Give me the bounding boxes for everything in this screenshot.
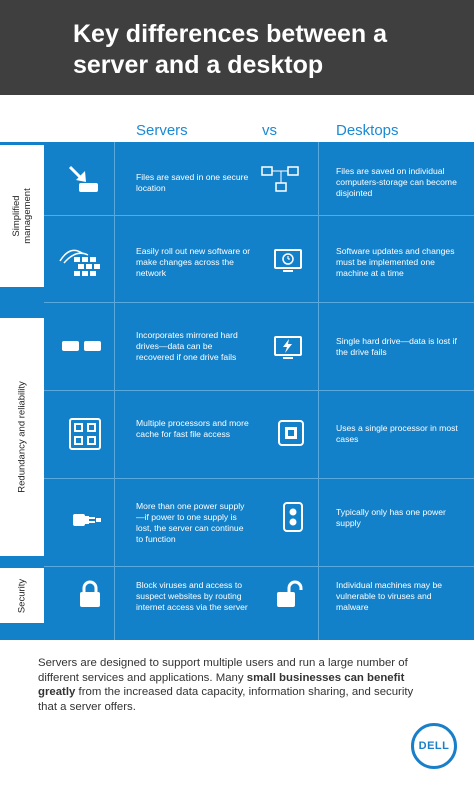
row-5-server-text: More than one power supply—if power to one supply is lost, the server can continue to function (136, 501, 245, 544)
category-simplified-management (0, 145, 44, 287)
row-4-server-text: Multiple processors and more cache for fast file access (136, 418, 249, 439)
power-plug-icon (72, 511, 102, 529)
category-redundancy-reliability (0, 318, 44, 556)
footer-paragraph (38, 656, 434, 714)
category-label: Redundancy and reliability (16, 381, 28, 493)
desktops-column-heading: Desktops (336, 122, 399, 139)
row-2-desktop-text: Software updates and changes must be implemented one machine at a time (336, 246, 455, 278)
mirrored-drives-icon (61, 339, 103, 353)
row-divider (44, 215, 474, 216)
row-6-server-text: Block viruses and access to suspect websites by routing internet access via the server (136, 580, 248, 612)
closed-lock-icon (79, 580, 101, 608)
multi-processor-icon (69, 418, 101, 450)
row-6-desktop-text: Individual machines may be vulnerable to viruses and malware (336, 580, 443, 612)
category-label: Security (16, 578, 28, 613)
page-title: Key differences between a server and a desktop (73, 20, 388, 79)
power-outlet-icon (283, 502, 303, 532)
row-5-desktop-text: Typically only has one power supply (336, 507, 446, 528)
monitor-clock-icon (274, 249, 302, 275)
monitor-lightning-icon (274, 336, 302, 362)
servers-column-heading: Servers (136, 122, 188, 139)
header-banner (0, 0, 474, 95)
category-label: Simplified management (11, 188, 33, 244)
row-divider (44, 478, 474, 479)
footer-text-bold: small businesses can benefit greatly (38, 671, 405, 698)
row-4-desktop-text: Uses a single processor in most cases (336, 423, 458, 444)
dell-logo (411, 723, 457, 769)
row-divider (44, 302, 474, 303)
network-distribution-icon (56, 243, 108, 277)
open-lock-icon (276, 580, 304, 608)
vs-column-heading: vs (262, 122, 277, 139)
row-1-desktop-text: Files are saved on individual computers-storage can become disjointed (336, 166, 457, 198)
single-processor-icon (278, 420, 304, 446)
row-divider (44, 566, 474, 567)
row-divider (44, 390, 474, 391)
row-3-desktop-text: Single hard drive—data is lost if the drive fails (336, 336, 457, 357)
footer-text-start: Servers are designed to support multiple users and run a large number of different services and applications. Many (38, 657, 408, 684)
row-2-server-text: Easily roll out new software or make changes across the network (136, 246, 251, 278)
category-security (0, 568, 44, 623)
row-3-server-text: Incorporates mirrored hard drives—data can be recovered if one drive fails (136, 330, 238, 362)
dell-logo-text: DELL (418, 740, 450, 752)
networked-computers-icon (258, 165, 304, 195)
file-arrow-icon (66, 163, 100, 195)
row-1-server-text: Files are saved in one secure location (136, 172, 249, 193)
footer-text-end: from the increased data capacity, information sharing, and security that a server offers. (38, 686, 414, 713)
